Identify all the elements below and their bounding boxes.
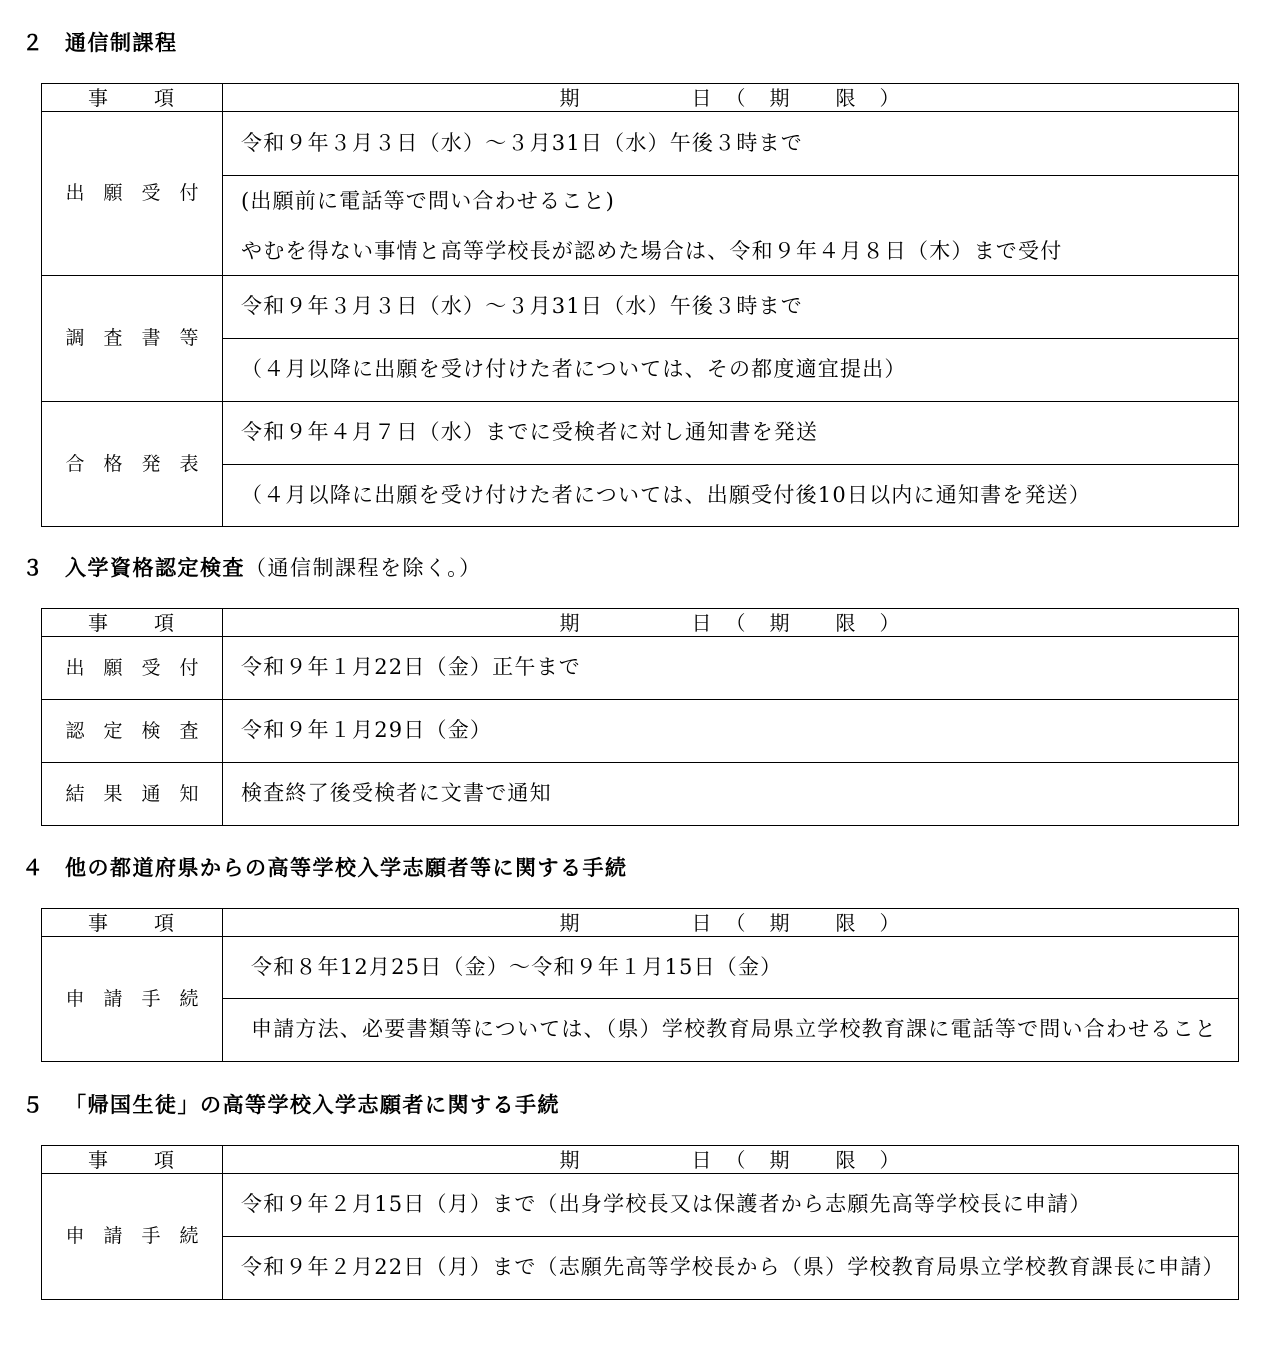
date-line: （４月以降に出願を受け付けた者については、出願受付後10日以内に通知書を発送） [241,482,1092,507]
table-header-item: 事 項 [42,909,223,937]
date-cell [223,176,1239,276]
section-number: ５ [22,1093,45,1117]
date-cell [223,276,1239,339]
date-cell [223,937,1239,999]
section-title: 通信制課程 [65,31,178,55]
date-line: 令和９年２月15日（月）まで（出身学校長又は保護者から志願先高等学校長に申請） [241,1192,1092,1217]
date-line: 令和９年１月29日（金） [241,718,493,743]
table-header-date: 期 日 （ 期 限 ） [223,84,1239,112]
row-label: 申 請 手 続 [42,1174,223,1300]
date-cell [223,402,1239,465]
date-line: やむを得ない事情と高等学校長が認めた場合は、令和９年４月８日（木）まで受付 [241,238,1063,263]
row-label: 認 定 検 査 [42,700,223,763]
date-cell [223,339,1239,402]
schedule-table [41,608,1239,826]
schedule-table [41,83,1239,527]
section-heading [22,556,482,580]
date-cell [223,1237,1239,1300]
date-line: 令和８年12月25日（金）～令和９年１月15日（金） [251,954,783,979]
section-title: 他の都道府県からの高等学校入学志願者等に関する手続 [65,856,628,880]
date-cell [223,700,1239,763]
date-cell [223,999,1239,1062]
row-label: 出 願 受 付 [42,637,223,700]
section-number: ２ [22,31,45,55]
row-label: 申 請 手 続 [42,937,223,1062]
date-cell [223,112,1239,176]
date-line: 申請方法、必要書類等については、（県）学校教育局県立学校教育課に電話等で問い合わせること [251,1017,1217,1042]
date-cell [223,465,1239,527]
date-cell [223,763,1239,826]
schedule-table [41,1145,1239,1300]
table-header-item: 事 項 [42,609,223,637]
section-number: ４ [22,856,45,880]
date-line: （４月以降に出願を受け付けた者については、その都度適宜提出） [241,357,907,382]
section-title: 入学資格認定検査 [65,556,245,580]
row-label: 調 査 書 等 [42,276,223,402]
section-note: （通信制課程を除く。） [245,556,482,580]
table-header-item: 事 項 [42,84,223,112]
date-line: 令和９年３月３日（水）～３月31日（水）午後３時まで [241,130,803,155]
table-header-date: 期 日 （ 期 限 ） [223,609,1239,637]
section-heading [22,31,178,55]
date-line: 令和９年４月７日（水）までに受検者に対し通知書を発送 [241,420,819,445]
schedule-table [41,908,1239,1062]
row-label: 出 願 受 付 [42,112,223,276]
date-line: 検査終了後受検者に文書で通知 [241,781,552,806]
section-title: 「帰国生徒」の高等学校入学志願者に関する手続 [65,1093,560,1117]
table-header-date: 期 日 （ 期 限 ） [223,1146,1239,1174]
section-number: ３ [22,556,45,580]
section-heading [22,856,628,880]
date-line: (出願前に電話等で問い合わせること) [241,188,615,213]
section-heading [22,1093,560,1117]
table-header-item: 事 項 [42,1146,223,1174]
date-cell [223,1174,1239,1237]
date-line: 令和９年１月22日（金）正午まで [241,655,581,680]
row-label: 合 格 発 表 [42,402,223,527]
table-header-date: 期 日 （ 期 限 ） [223,909,1239,937]
date-line: 令和９年３月３日（水）～３月31日（水）午後３時まで [241,294,803,319]
date-line: 令和９年２月22日（月）まで（志願先高等学校長から（県）学校教育局県立学校教育課長に申請） [241,1255,1225,1280]
date-cell [223,637,1239,700]
row-label: 結 果 通 知 [42,763,223,826]
